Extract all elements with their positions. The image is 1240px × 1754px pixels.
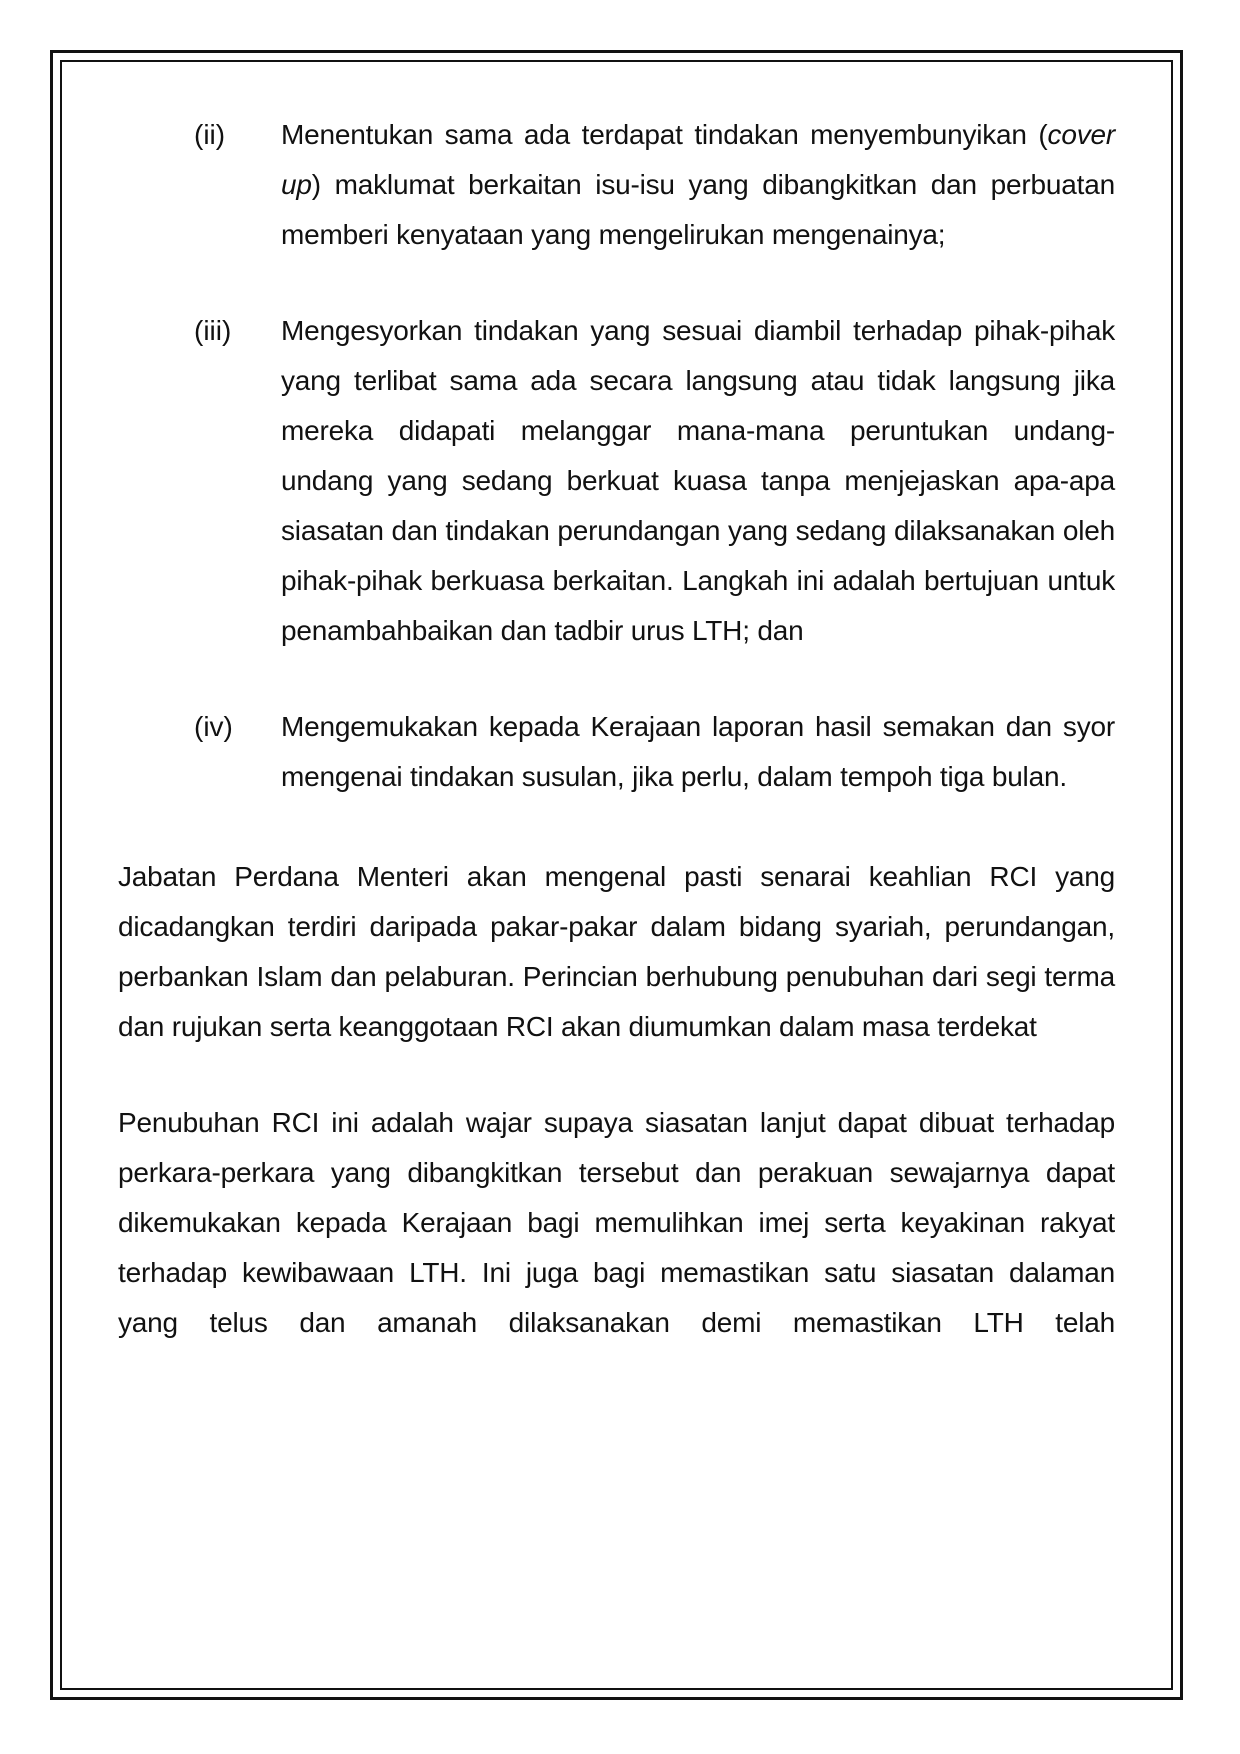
body-paragraph: Jabatan Perdana Menteri akan mengenal pasti senarai keahlian RCI yang dicadangkan terdiri daripada pakar-pakar dalam bidang syariah, perundangan, perbankan Islam dan pelaburan. Perincian berhubung penubuhan dari segi terma dan rujukan serta keanggotaan RCI akan diumumkan dalam masa terdekat [118, 861, 1115, 1042]
list-item-text: Menentukan sama ada terdapat tindakan menyembunyikan (cover up) maklumat berkaitan isu-isu yang dibangkitkan dan perbuatan memberi kenyataan yang mengelirukan mengenainya; [281, 119, 1115, 250]
body-paragraph: Penubuhan RCI ini adalah wajar supaya siasatan lanjut dapat dibuat terhadap perkara-perkara yang dibangkitkan tersebut dan perakuan sewajarnya dapat dikemukakan kepada Kerajaan bagi memulihkan imej serta keyakinan rakyat terhadap kewibawaan LTH. Ini juga bagi memastikan satu siasatan dalaman yang telus dan amanah dilaksanakan demi memastikan LTH telah [118, 1107, 1115, 1338]
list-item-number: (iii) [194, 315, 232, 346]
list-item-text: Mengemukakan kepada Kerajaan laporan hasil semakan dan syor mengenai tindakan susulan, jika perlu, dalam tempoh tiga bulan. [281, 711, 1115, 792]
italic-term: cover up [281, 119, 1115, 200]
list-item-number: (ii) [194, 119, 226, 150]
list-item [118, 702, 1115, 802]
list-item [118, 306, 1115, 656]
list-item-text: Mengesyorkan tindakan yang sesuai diambil terhadap pihak-pihak yang terlibat sama ada secara langsung atau tidak langsung jika mereka didapati melanggar mana-mana peruntukan undang-undang yang sedang berkuat kuasa tanpa menjejaskan apa-apa siasatan dan tindakan perundangan yang sedang dilaksanakan oleh pihak-pihak berkuasa berkaitan. Langkah ini adalah bertujuan untuk penambahbaikan dan tadbir urus LTH; dan [281, 315, 1115, 646]
list-item-number: (iv) [194, 711, 233, 742]
list-item [118, 110, 1115, 260]
document-body [118, 110, 1115, 1394]
